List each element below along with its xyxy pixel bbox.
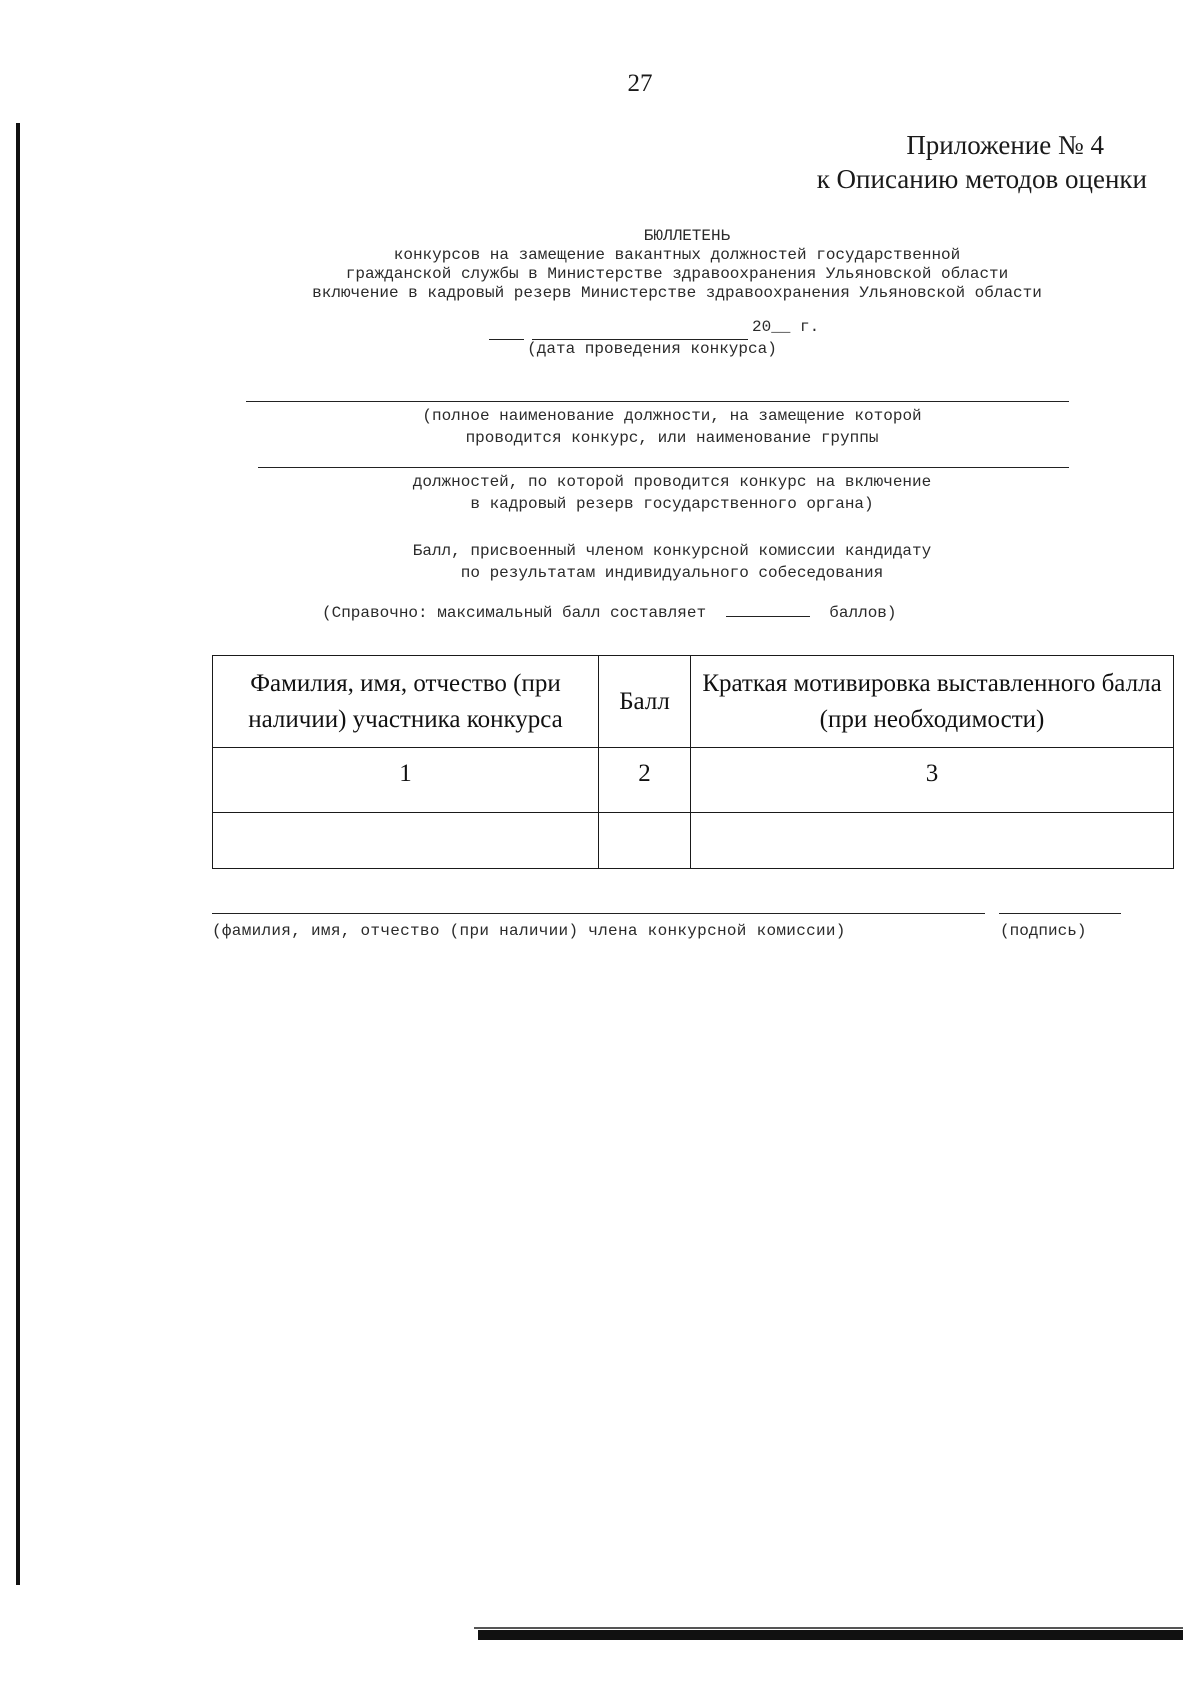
bulletin-line2: гражданской службы в Министерстве здравоохранения Ульяновской области (345, 265, 1009, 283)
position-blank-2 (258, 467, 1069, 468)
signature-caption: (подпись) (1000, 922, 1087, 940)
score-caption-line1: Балл, присвоенный членом конкурсной комиссии кандидату (412, 542, 932, 560)
ballot-table (212, 655, 1174, 869)
bulletin-block (212, 227, 1132, 303)
bulletin-line1: конкурсов на замещение вакантных должностей государственной (393, 246, 961, 264)
score-caption-line2: по результатам индивидуального собеседования (460, 564, 884, 582)
column-number-1: 1 (213, 748, 599, 813)
position-caption-line1: (полное наименование должности, на замещение которой (422, 407, 922, 425)
page-number: 27 (627, 70, 653, 97)
header-score: Балл (599, 656, 691, 748)
signature-blank (999, 913, 1121, 914)
score-caption (212, 540, 1132, 584)
column-number-3: 3 (691, 748, 1174, 813)
motivation-cell[interactable] (691, 813, 1174, 869)
appendix-line1: Приложение № 4 (906, 130, 1104, 160)
position-blank-1 (246, 401, 1069, 402)
appendix-line2: к Описанию методов оценки (816, 164, 1147, 194)
reference-suffix: баллов) (829, 604, 897, 622)
column-number-2: 2 (599, 748, 691, 813)
table-column-number-row (213, 748, 1174, 813)
appendix-header (727, 128, 1147, 196)
date-year: 20__ г. (752, 318, 820, 336)
position-caption-line3: должностей, по которой проводится конкурс на включение (412, 473, 932, 491)
scan-edge-bottom (478, 1630, 1183, 1640)
header-motivation: Краткая мотивировка выставленного балла (при необходимости) (691, 656, 1174, 748)
scan-edge-left (16, 123, 20, 1585)
position-caption-line4: в кадровый резерв государственного органа) (470, 495, 874, 513)
position-caption-bottom (212, 471, 1132, 515)
reference-line (322, 604, 897, 622)
position-caption-top (212, 405, 1132, 449)
date-caption: (дата проведения конкурса) (527, 340, 777, 358)
bulletin-title: БЮЛЛЕТЕНЬ (643, 227, 731, 245)
score-cell[interactable] (599, 813, 691, 869)
participant-name-cell[interactable] (213, 813, 599, 869)
bulletin-line3: включение в кадровый резерв Министерстве здравоохранения Ульяновской области (312, 284, 1042, 302)
table-row (213, 813, 1174, 869)
position-caption-line2: проводится конкурс, или наименование группы (465, 429, 879, 447)
member-name-blank (212, 913, 985, 914)
header-participant-name: Фамилия, имя, отчество (при наличии) участника конкурса (213, 656, 599, 748)
max-score-blank (726, 616, 810, 617)
member-name-caption: (фамилия, имя, отчество (при наличии) члена конкурсной комиссии) (212, 922, 846, 940)
table-header-row (213, 656, 1174, 748)
reference-prefix: (Справочно: максимальный балл составляет (322, 604, 707, 622)
